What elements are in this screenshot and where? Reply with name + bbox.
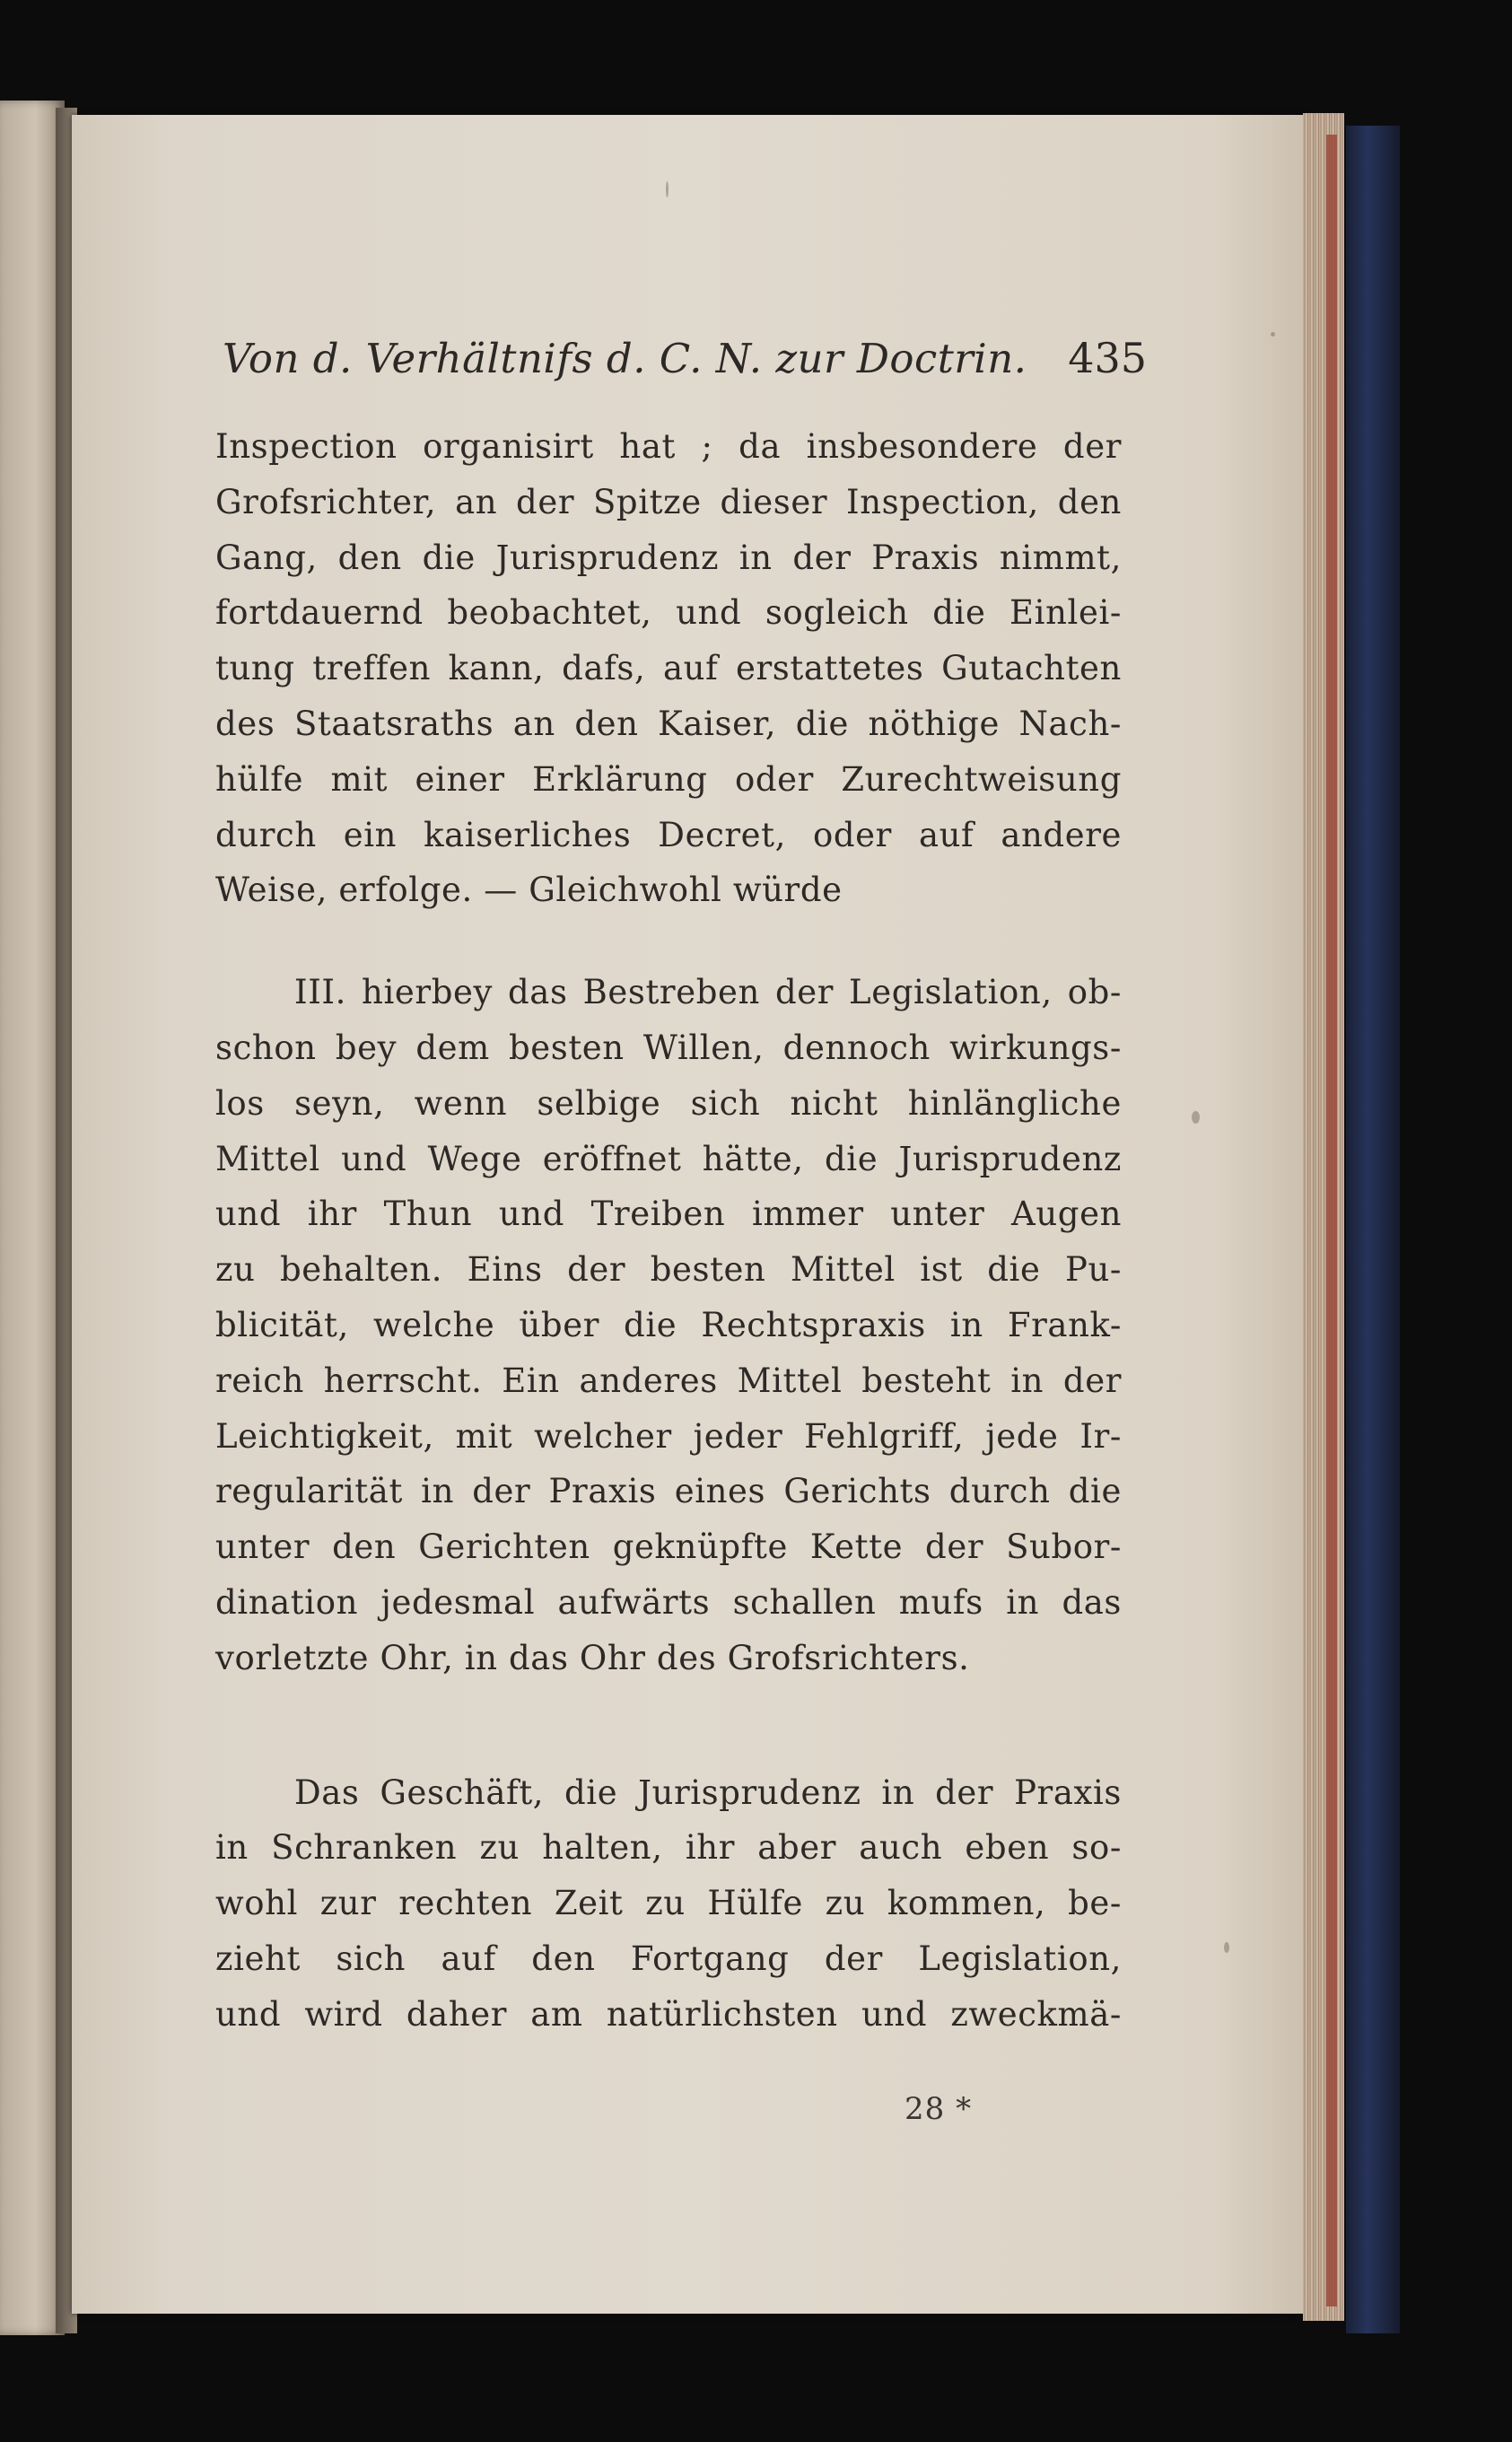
text-line: Grofsrichter, an der Spitze dieser Inspection, den [215, 482, 1122, 521]
text-line: und wird daher am natürlichsten und zweckmä- [215, 1994, 1122, 2034]
paragraph-gap [215, 1686, 1122, 1765]
text-line: Weise, erfolge. — Gleichwohl würde [215, 871, 843, 910]
text-line: regularität in der Praxis eines Gerichts durch die [215, 1472, 1122, 1511]
paper-fleck [666, 181, 669, 197]
paragraph-gap [215, 918, 1122, 965]
running-head-title: Von d. Verhältnifs d. C. N. zur Doctrin. [223, 335, 1027, 382]
text-line: Mittel und Wege eröffnet hätte, die Jurisprudenz [215, 1139, 1122, 1178]
paper-fleck [1192, 1111, 1200, 1124]
text-line: zieht sich auf den Fortgang der Legislation, [215, 1939, 1122, 1978]
text-line: Leichtigkeit, mit welcher jeder Fehlgriff, jede Ir- [215, 1416, 1122, 1456]
text-line: in Schranken zu halten, ihr aber auch eben so- [215, 1828, 1122, 1868]
text-line: wohl zur rechten Zeit zu Hülfe zu kommen, be- [215, 1884, 1122, 1923]
text-line: schon bey dem besten Willen, dennoch wirkungs- [215, 1028, 1122, 1067]
page-block-edges [1303, 113, 1344, 2321]
text-line: Inspection organisirt hat ; da insbesondere der [215, 427, 1122, 466]
text-line: Das Geschäft, die Jurisprudenz in der Praxis [294, 1772, 1122, 1812]
text-line: fortdauernd beobachtet, und sogleich die Einlei- [215, 593, 1122, 633]
text-line: Gang, den die Jurisprudenz in der Praxis nimmt, [215, 538, 1122, 577]
text-line: und ihr Thun und Treiben immer unter Augen [215, 1195, 1122, 1234]
paragraph [215, 419, 1122, 918]
red-edge-stain [1326, 135, 1337, 2306]
running-head [223, 334, 1147, 397]
text-line: los seyn, wenn selbige sich nicht hinlängliche [215, 1083, 1122, 1123]
paper-fleck [1271, 332, 1275, 337]
paragraph [215, 965, 1122, 1685]
paper-fleck [1224, 1942, 1229, 1953]
text-line: tung treffen kann, dafs, auf erstattetes Gutachten [215, 649, 1122, 688]
book-cover-edge [1346, 126, 1400, 2333]
text-line: reich herrscht. Ein anderes Mittel besteht in der [215, 1361, 1122, 1400]
paragraph [215, 1765, 1122, 2043]
signature-mark: 28 * [905, 2091, 973, 2127]
text-line: des Staatsraths an den Kaiser, die nöthige Nach- [215, 704, 1122, 743]
text-line: III. hierbey das Bestreben der Legislation, ob- [294, 973, 1122, 1012]
text-line: zu behalten. Eins der besten Mittel ist die Pu- [215, 1250, 1122, 1290]
text-line: hülfe mit einer Erklärung oder Zurechtweisung [215, 759, 1122, 799]
text-line: vorletzte Ohr, in das Ohr des Grofsrichters. [215, 1638, 970, 1677]
text-line: durch ein kaiserliches Decret, oder auf andere [215, 815, 1122, 854]
page-number: 435 [1068, 334, 1147, 382]
text-line: dination jedesmal aufwärts schallen mufs in das [215, 1582, 1122, 1622]
text-line: unter den Gerichten geknüpfte Kette der Subor- [215, 1527, 1122, 1567]
body-text [215, 419, 1122, 2043]
text-line: blicität, welche über die Rechtspraxis in Frank- [215, 1305, 1122, 1344]
